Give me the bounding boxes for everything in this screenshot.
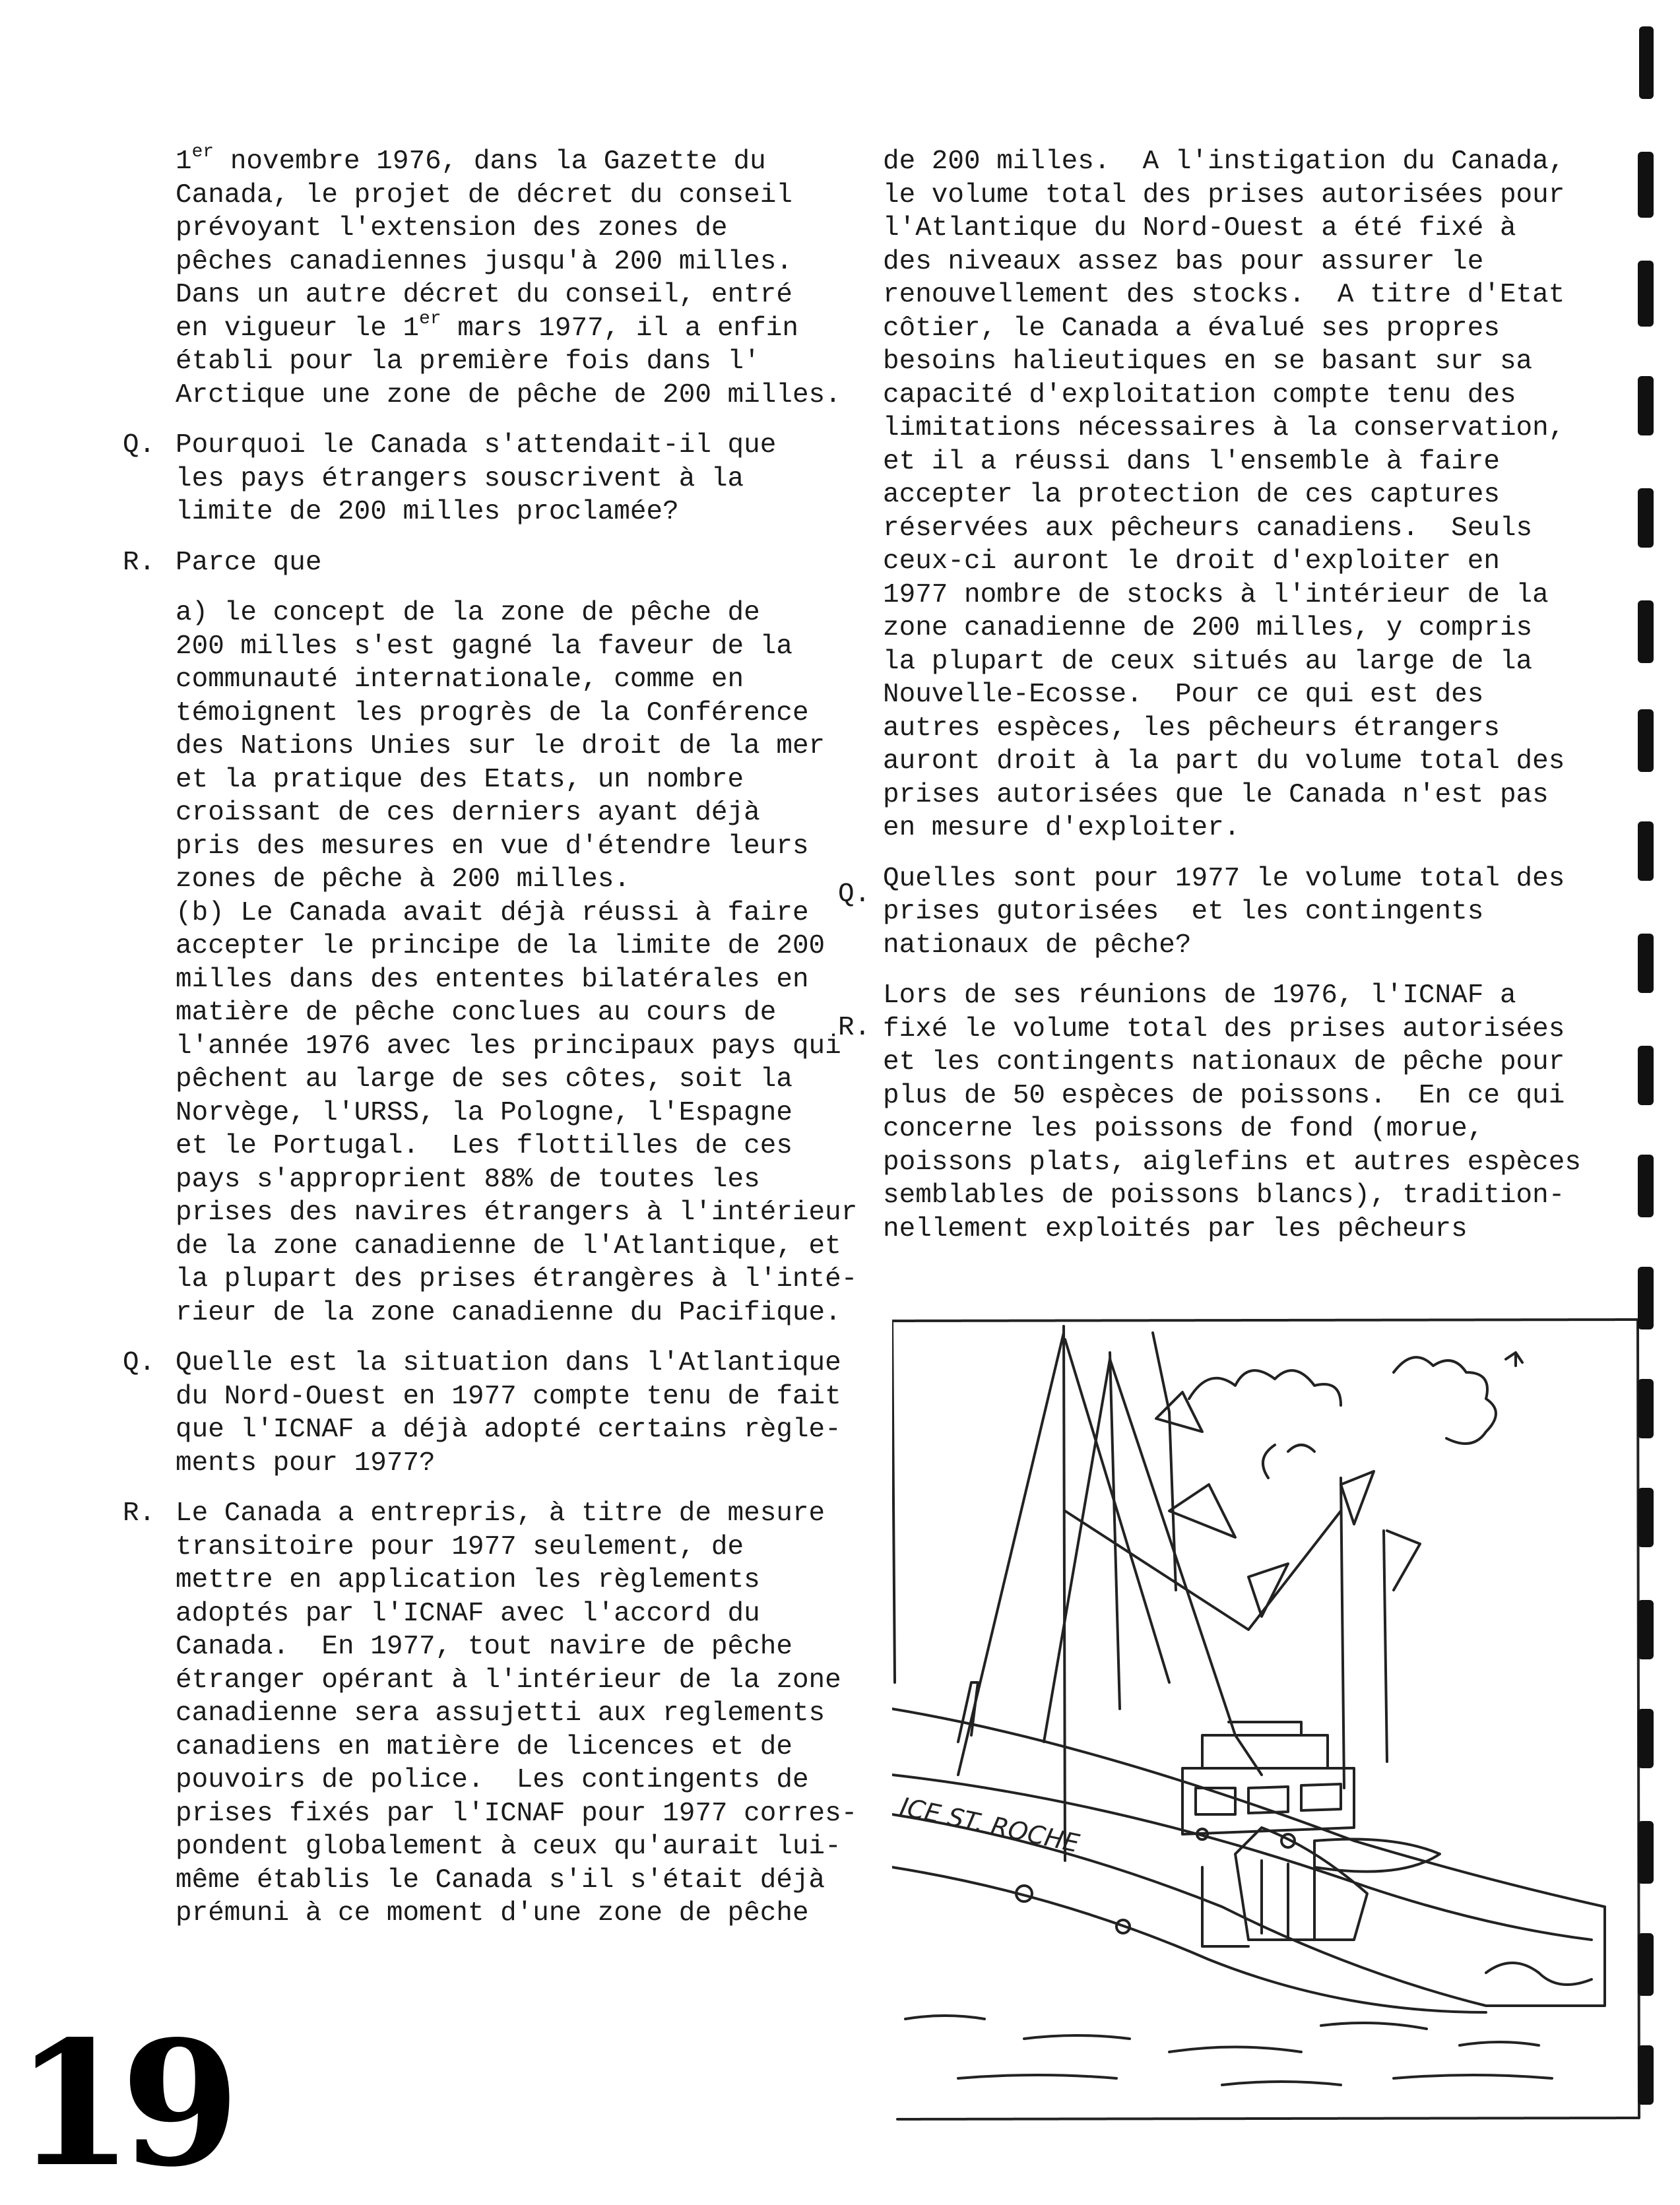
text-line: Lors de ses réunions de 1976, l'ICNAF a: [883, 980, 1516, 1011]
text-line: adoptés par l'ICNAF avec l'accord du: [176, 1598, 760, 1629]
text-line: et les contingents nationaux de pêche pour: [883, 1047, 1565, 1077]
text-line: 1977 nombre de stocks à l'intérieur de la: [883, 579, 1549, 610]
text-line: des Nations Unies sur le droit de la mer: [176, 731, 825, 761]
intro-paragraph: [123, 142, 882, 412]
text-line: 200 milles s'est gagné la faveur de la: [176, 631, 792, 662]
text-line: 1er novembre 1976, dans la Gazette du: [176, 142, 766, 177]
binding-holes: [1625, 0, 1664, 2177]
page-number: 19: [15, 2004, 227, 2205]
text-line: ceux-ci auront le droit d'exploiter en: [883, 546, 1500, 577]
text-line: limitations nécessaires à la conservation,: [883, 413, 1565, 443]
text-line: renouvellement des stocks. A titre d'Etat: [883, 280, 1565, 310]
text-line: matière de pêche conclues au cours de: [176, 998, 777, 1028]
text-line: témoignent les progrès de la Conférence: [176, 697, 809, 728]
text-line: limite de 200 milles proclamée?: [176, 497, 679, 527]
text-line: capacité d'exploitation compte tenu des: [883, 379, 1516, 410]
text-line: poissons plats, aiglefins et autres espèces: [883, 1147, 1581, 1178]
text-line: prises gutorisées et les contingents: [883, 897, 1484, 927]
text-line: milles dans des ententes bilatérales en: [176, 964, 809, 995]
text-line: accepter la protection de ces captures: [883, 480, 1500, 510]
text-line: Norvège, l'URSS, la Pologne, l'Espagne: [176, 1097, 792, 1128]
answer-1-point-a: [123, 596, 882, 897]
question-1: [123, 429, 882, 529]
text-line: et il a réussi dans l'ensemble à faire: [883, 446, 1500, 477]
text-line: la plupart des prises étrangères à l'inté-: [176, 1264, 858, 1294]
question-3: [883, 862, 1642, 963]
hull-lettering: ICE ST. ROCHE: [897, 1791, 1082, 1859]
answer-2: [123, 1497, 882, 1931]
text-line: plus de 50 espèces de poissons. En ce qui: [883, 1080, 1565, 1111]
text-line: Dans un autre décret du conseil, entré: [176, 280, 792, 310]
question-marker: Q.: [123, 430, 156, 461]
text-line: transitoire pour 1977 seulement, de: [176, 1531, 744, 1562]
text-line: et le Portugal. Les flottilles de ces: [176, 1131, 792, 1161]
text-line: Canada. En 1977, tout navire de pêche: [176, 1632, 792, 1662]
question-marker: Q.: [838, 879, 871, 910]
answer-marker: R.: [123, 1498, 156, 1529]
text-line: le volume total des prises autorisées pour: [883, 179, 1565, 210]
answer-1: [123, 546, 882, 580]
text-line: que l'ICNAF a déjà adopté certains règle-: [176, 1415, 841, 1445]
text-line: pondent globalement à ceux qu'aurait lui-: [176, 1832, 841, 1862]
answer-marker: R.: [123, 547, 156, 578]
text-line: prises fixés par l'ICNAF pour 1977 corres-: [176, 1798, 858, 1829]
ship-illustration: [892, 1313, 1658, 2125]
text-line: (b) Le Canada avait déjà réussi à faire: [176, 897, 809, 928]
text-line: communauté internationale, comme en: [176, 664, 744, 695]
text-line: pêches canadiennes jusqu'à 200 milles.: [176, 246, 792, 277]
text-line: Nouvelle-Ecosse. Pour ce qui est des: [883, 680, 1484, 710]
text-line: pouvoirs de police. Les contingents de: [176, 1765, 809, 1795]
text-line: en mesure d'exploiter.: [883, 813, 1241, 843]
answer-marker: R.: [838, 1013, 871, 1043]
text-line: rieur de la zone canadienne du Pacifique.: [176, 1297, 841, 1328]
answer-1-point-b: [123, 897, 882, 1330]
text-line: Parce que: [176, 547, 322, 578]
question-2: [123, 1347, 882, 1480]
text-line: semblables de poissons blancs), tradition-: [883, 1180, 1565, 1211]
text-line: concerne les poissons de fond (morue,: [883, 1114, 1484, 1144]
continued-paragraph: [883, 145, 1642, 845]
answer-3: [883, 979, 1642, 1246]
text-line: la plupart de ceux situés au large de la: [883, 646, 1533, 677]
text-line: de la zone canadienne de l'Atlantique, et: [176, 1230, 841, 1262]
text-line: Canada, le projet de décret du conseil: [176, 179, 792, 210]
text-line: prémuni à ce moment d'une zone de pêche: [176, 1898, 809, 1929]
text-line: croissant de ces derniers ayant déjà: [176, 798, 760, 828]
text-line: réservées aux pêcheurs canadiens. Seuls: [883, 513, 1533, 544]
text-line: prises des navires étrangers à l'intérieur: [176, 1198, 858, 1228]
text-line: l'année 1976 avec les principaux pays qui: [176, 1031, 841, 1062]
text-line: fixé le volume total des prises autorisées: [883, 1013, 1565, 1044]
text-line: étranger opérant à l'intérieur de la zone: [176, 1665, 841, 1696]
text-line: pays s'approprient 88% de toutes les: [176, 1164, 760, 1195]
text-line: Quelle est la situation dans l'Atlantique: [176, 1348, 841, 1378]
text-line: ments pour 1977?: [176, 1448, 436, 1479]
text-line: pris des mesures en vue d'étendre leurs: [176, 831, 809, 862]
text-line: zone canadienne de 200 milles, y compris: [883, 613, 1533, 643]
text-line: les pays étrangers souscrivent à la: [176, 463, 744, 494]
left-column: [123, 142, 882, 1931]
text-line: en vigueur le 1er mars 1977, il a enfin: [176, 308, 798, 344]
text-line: mettre en application les règlements: [176, 1565, 760, 1595]
text-line: l'Atlantique du Nord-Ouest a été fixé à: [883, 213, 1516, 243]
text-line: zones de pêche à 200 milles.: [176, 864, 630, 895]
text-line: besoins halieutiques en se basant sur sa: [883, 346, 1533, 377]
text-line: établi pour la première fois dans l': [176, 346, 760, 377]
right-column: [883, 145, 1642, 1246]
text-line: Pourquoi le Canada s'attendait-il que: [176, 430, 777, 461]
text-line: Quelles sont pour 1977 le volume total des: [883, 863, 1565, 894]
text-line: accepter le principe de la limite de 200: [176, 931, 825, 961]
text-line: autres espèces, les pêcheurs étrangers: [883, 713, 1500, 744]
text-line: et la pratique des Etats, un nombre: [176, 764, 744, 795]
text-line: pêchent au large de ses côtes, soit la: [176, 1064, 792, 1095]
text-line: auront droit à la part du volume total des: [883, 746, 1565, 777]
text-line: a) le concept de la zone de pêche de: [176, 598, 760, 628]
text-line: de 200 milles. A l'instigation du Canada,: [883, 146, 1565, 177]
text-line: Le Canada a entrepris, à titre de mesure: [176, 1498, 825, 1529]
text-line: du Nord-Ouest en 1977 compte tenu de fait: [176, 1381, 841, 1412]
text-line: canadiens en matière de licences et de: [176, 1731, 792, 1762]
text-line: des niveaux assez bas pour assurer le: [883, 246, 1484, 277]
question-marker: Q.: [123, 1348, 156, 1378]
text-line: prévoyant l'extension des zones de: [176, 213, 728, 243]
text-line: nationaux de pêche?: [883, 930, 1192, 961]
text-line: prises autorisées que le Canada n'est pas: [883, 779, 1549, 810]
text-line: même établis le Canada s'il s'était déjà: [176, 1865, 825, 1896]
text-line: nellement exploités par les pêcheurs: [883, 1213, 1468, 1244]
text-line: Arctique une zone de pêche de 200 milles.: [176, 379, 841, 410]
text-line: côtier, le Canada a évalué ses propres: [883, 313, 1500, 344]
text-line: canadienne sera assujetti aux reglements: [176, 1698, 825, 1729]
